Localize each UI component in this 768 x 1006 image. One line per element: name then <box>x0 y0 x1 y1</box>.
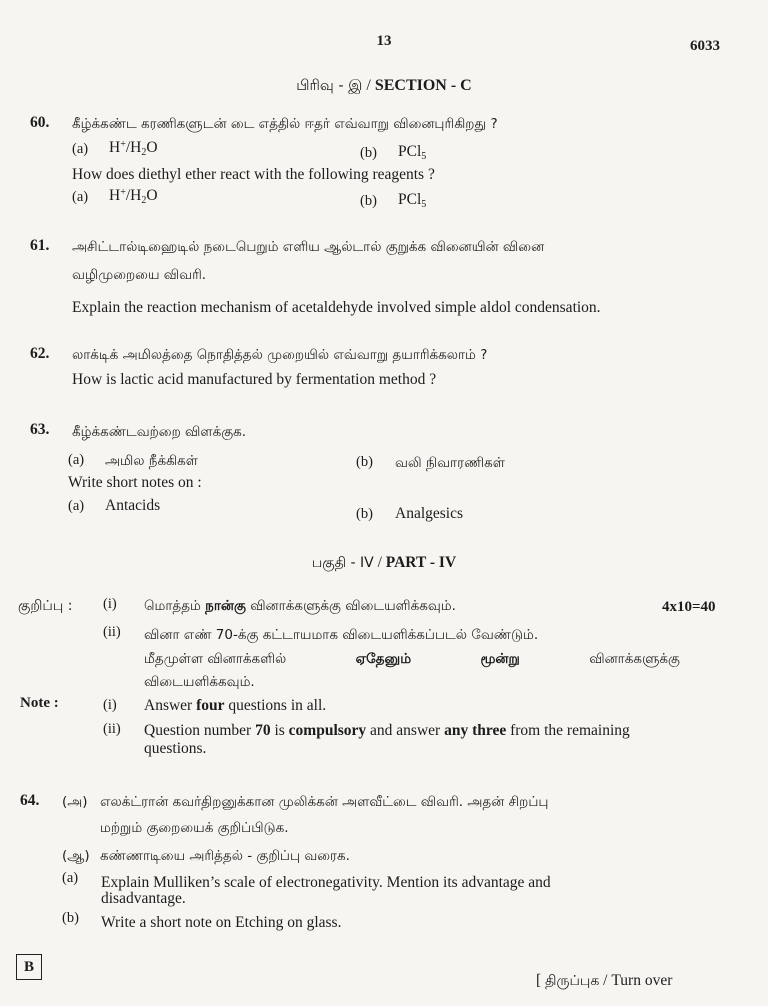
q64-en-a-line-1: Explain Mulliken’s scale of electronegativity. Mention its advantage and <box>101 874 551 891</box>
q64-ta-a-label: (அ) <box>62 794 88 810</box>
note-ta-i-text: மொத்தம் நான்கு வினாக்களுக்கு விடையளிக்கவும். <box>144 598 456 614</box>
note-en-i-label: (i) <box>103 697 117 713</box>
q60-en-option-a-label: (a) <box>72 189 89 205</box>
q61-tamil-line-1: அசிட்டால்டிஹைடில் நடைபெறும் எளிய ஆல்டால் குறுக்க வினையின் வினை <box>72 239 545 255</box>
note-en-ii-label: (ii) <box>103 721 121 737</box>
note-en-label: Note : <box>20 695 59 711</box>
q63-en-option-a: Antacids <box>105 497 161 514</box>
note-en-ii-line-1: Question number 70 is compulsory and answer any three from the remaining <box>144 722 630 739</box>
q63-ta-option-a: அமில நீக்கிகள் <box>105 453 198 469</box>
q64-en-b-label: (b) <box>62 910 79 926</box>
q62-english-text: How is lactic acid manufactured by fermentation method ? <box>72 371 437 388</box>
q63-en-option-b-label: (b) <box>356 506 373 522</box>
part-iv-heading-en: PART - IV <box>385 554 457 571</box>
series-box: B <box>16 954 42 980</box>
note-ta-ii-line-3: விடையளிக்கவும். <box>144 674 255 690</box>
note-ta-label: குறிப்பு : <box>18 598 73 614</box>
q61-english-text: Explain the reaction mechanism of acetaldehyde involved simple aldol condensation. <box>72 299 601 316</box>
page-number: 13 <box>376 33 392 49</box>
q60-option-a-formula: $H^+/H_2O$ <box>109 139 158 158</box>
q64-en-b-text: Write a short note on Etching on glass. <box>101 914 342 931</box>
note-en-i-text: Answer four questions in all. <box>144 697 327 714</box>
q60-en-option-b-label: (b) <box>360 193 377 209</box>
note-ta-i-label: (i) <box>103 596 117 612</box>
note-ta-ii-line-1: வினா எண் 70-க்கு கட்டாயமாக விடையளிக்கப்படல் வேண்டும். <box>144 627 539 643</box>
part-iv-heading-ta: பகுதி - IV <box>311 555 374 571</box>
turn-over-note: [ திருப்புக / Turn over <box>536 972 673 989</box>
question-number-64: 64. <box>20 792 40 809</box>
q63-en-option-a-label: (a) <box>68 498 85 514</box>
question-number-63: 63. <box>30 421 50 438</box>
q60-option-a-label: (a) <box>72 141 89 157</box>
section-c-heading <box>0 77 768 96</box>
q63-tamil-text: கீழ்க்கண்டவற்றை விளக்குக. <box>72 424 247 440</box>
q63-en-option-b: Analgesics <box>395 505 464 522</box>
q63-english-text: Write short notes on : <box>68 474 202 491</box>
q64-en-a-label: (a) <box>62 870 79 886</box>
section-c-heading-en: SECTION - C <box>374 77 472 94</box>
question-number-62: 62. <box>30 345 50 362</box>
question-number-61: 61. <box>30 237 50 254</box>
q64-en-a-line-2: disadvantage. <box>101 890 186 907</box>
q60-option-b-label: (b) <box>360 145 377 161</box>
heading-separator: / <box>373 554 386 571</box>
q63-ta-option-b-label: (b) <box>356 454 373 470</box>
note-ta-ii-label: (ii) <box>103 624 121 640</box>
q64-ta-b-label: (ஆ) <box>62 848 90 864</box>
question-paper-code: 6033 <box>690 38 720 54</box>
q63-ta-option-b: வலி நிவாரணிகள் <box>395 455 505 471</box>
q60-en-option-b-formula: PCl$_5$ <box>398 191 427 210</box>
marks-allocation: 4x10=40 <box>662 599 716 615</box>
note-en-ii-line-2: questions. <box>144 740 207 757</box>
question-number-60: 60. <box>30 114 50 131</box>
q60-tamil-text: கீழ்க்கண்ட கரணிகளுடன் டை எத்தில் ஈதர் எவ்வாறு வினைபுரிகிறது ? <box>72 116 498 132</box>
q64-ta-a-line-2: மற்றும் குறையைக் குறிப்பிடுக. <box>100 820 289 836</box>
q60-english-text: How does diethyl ether react with the following reagents ? <box>72 166 435 183</box>
q64-ta-a-line-1: எலக்ட்ரான் கவர்திறனுக்கான முலிக்கன் அளவீட்டை விவரி. அதன் சிறப்பு <box>100 794 549 810</box>
q60-en-option-a-formula: $H^+/H_2O$ <box>109 187 158 206</box>
q61-tamil-line-2: வழிமுறையை விவரி. <box>72 267 207 283</box>
q63-ta-option-a-label: (a) <box>68 452 85 468</box>
q62-tamil-text: லாக்டிக் அமிலத்தை நொதித்தல் முறையில் எவ்வாறு தயாரிக்கலாம் ? <box>72 347 488 363</box>
q60-option-b-formula: PCl$_5$ <box>398 143 427 162</box>
heading-separator: / <box>362 77 375 94</box>
part-iv-heading <box>0 554 768 573</box>
q64-ta-b-text: கண்ணாடியை அரித்தல் - குறிப்பு வரைக. <box>100 848 350 864</box>
note-ta-ii-line-2: மீதமுள்ள வினாக்களில் ஏதேனும் மூன்று வினாக்களுக்கு <box>144 651 680 667</box>
section-c-heading-ta: பிரிவு - இ <box>296 78 363 94</box>
